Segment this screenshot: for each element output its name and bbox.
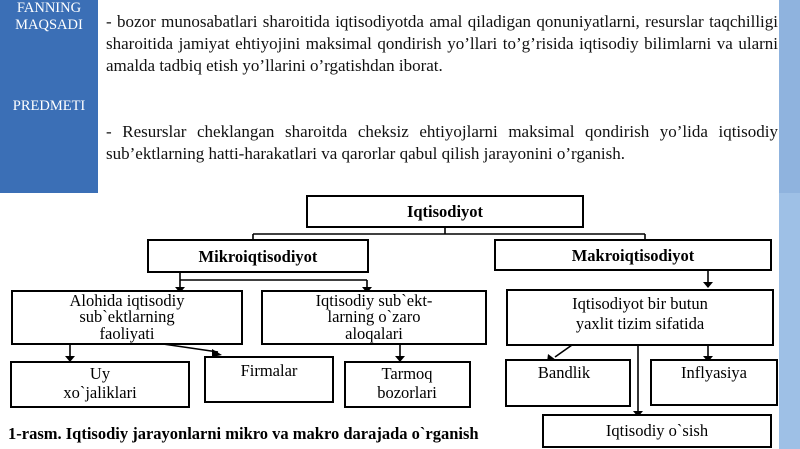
node-inflyasiya-label: Inflyasiya — [681, 363, 747, 382]
node-makroiqtisodiyot — [495, 240, 771, 270]
node-ozaro-line-3: aloqalari — [345, 324, 403, 343]
node-bandlik-label: Bandlik — [537, 363, 591, 382]
node-ozaro-line-2: larning o`zaro — [327, 307, 421, 326]
node-uy-line-1: Uy — [89, 364, 111, 383]
subject-paragraph: - Resurslar cheklangan sharoitda cheksiz ehtiyojlarni maksimal qondirish yo’lida iqtisodiy sub’ektlarning hatti-harakatlari va qarorlar qabul qilish jarayonini o’rganish. — [106, 122, 778, 163]
node-alohida-subektlar — [12, 291, 242, 344]
node-uy-line-2: xo`jaliklari — [63, 383, 137, 402]
node-yaxlit-line-1: Iqtisodiyot bir butun — [572, 294, 708, 313]
node-tarmoq-line-1: Tarmoq — [381, 364, 433, 383]
node-tarmoq-bozorlari — [345, 362, 470, 407]
node-tarmoq-line-2: bozorlari — [377, 383, 437, 402]
node-yaxlit-tizim — [507, 290, 773, 345]
node-inflyasiya — [651, 360, 777, 405]
node-firmalar-label: Firmalar — [240, 361, 298, 380]
node-uy-xojaliklari — [11, 362, 189, 407]
figure-caption: 1-rasm. Iqtisodiy jarayonlarni mikro va makro darajada o`rganish — [8, 424, 479, 443]
node-osish-label: Iqtisodiy o`sish — [605, 421, 709, 440]
node-ozaro-line-1: Iqtisodiy sub`ekt- — [315, 291, 433, 310]
node-alohida-line-3: faoliyati — [99, 324, 155, 343]
goal-paragraph: - bozor munosabatlari sharoitida iqtisodiyotda amal qiladigan qonuniyatlarni, resurslar taqchilligi sharoitida jamiyat ehtiyojini maksimal qondirish yo’llari to’g’risida iqtisodiy bilimlarni va ularni amalda tadbiq etish yo’llarini o’rgatishdan iborat. — [106, 12, 778, 75]
sidebar-label-fanning: FANNING — [16, 0, 82, 16]
node-yaxlit-line-2: yaxlit tizim sifatida — [575, 314, 705, 333]
node-iqtisodiyot-label: Iqtisodiyot — [406, 202, 484, 221]
node-alohida-line-2: sub`ektlarning — [79, 307, 175, 326]
node-iqtisodiy-osish — [543, 415, 771, 447]
node-iqtisodiyot — [307, 196, 583, 227]
node-mikroiqtisodiyot-label: Mikroiqtisodiyot — [198, 247, 318, 266]
node-ozaro-aloqalar — [262, 291, 486, 344]
node-bandlik — [506, 360, 630, 406]
node-makroiqtisodiyot-label: Makroiqtisodiyot — [571, 246, 695, 265]
node-alohida-line-1: Alohida iqtisodiy — [69, 291, 185, 310]
sidebar-label-maqsadi: MAQSADI — [15, 17, 83, 33]
node-mikroiqtisodiyot — [148, 240, 368, 272]
node-firmalar — [205, 357, 333, 402]
sidebar-label-predmeti: PREDMETI — [12, 98, 86, 114]
